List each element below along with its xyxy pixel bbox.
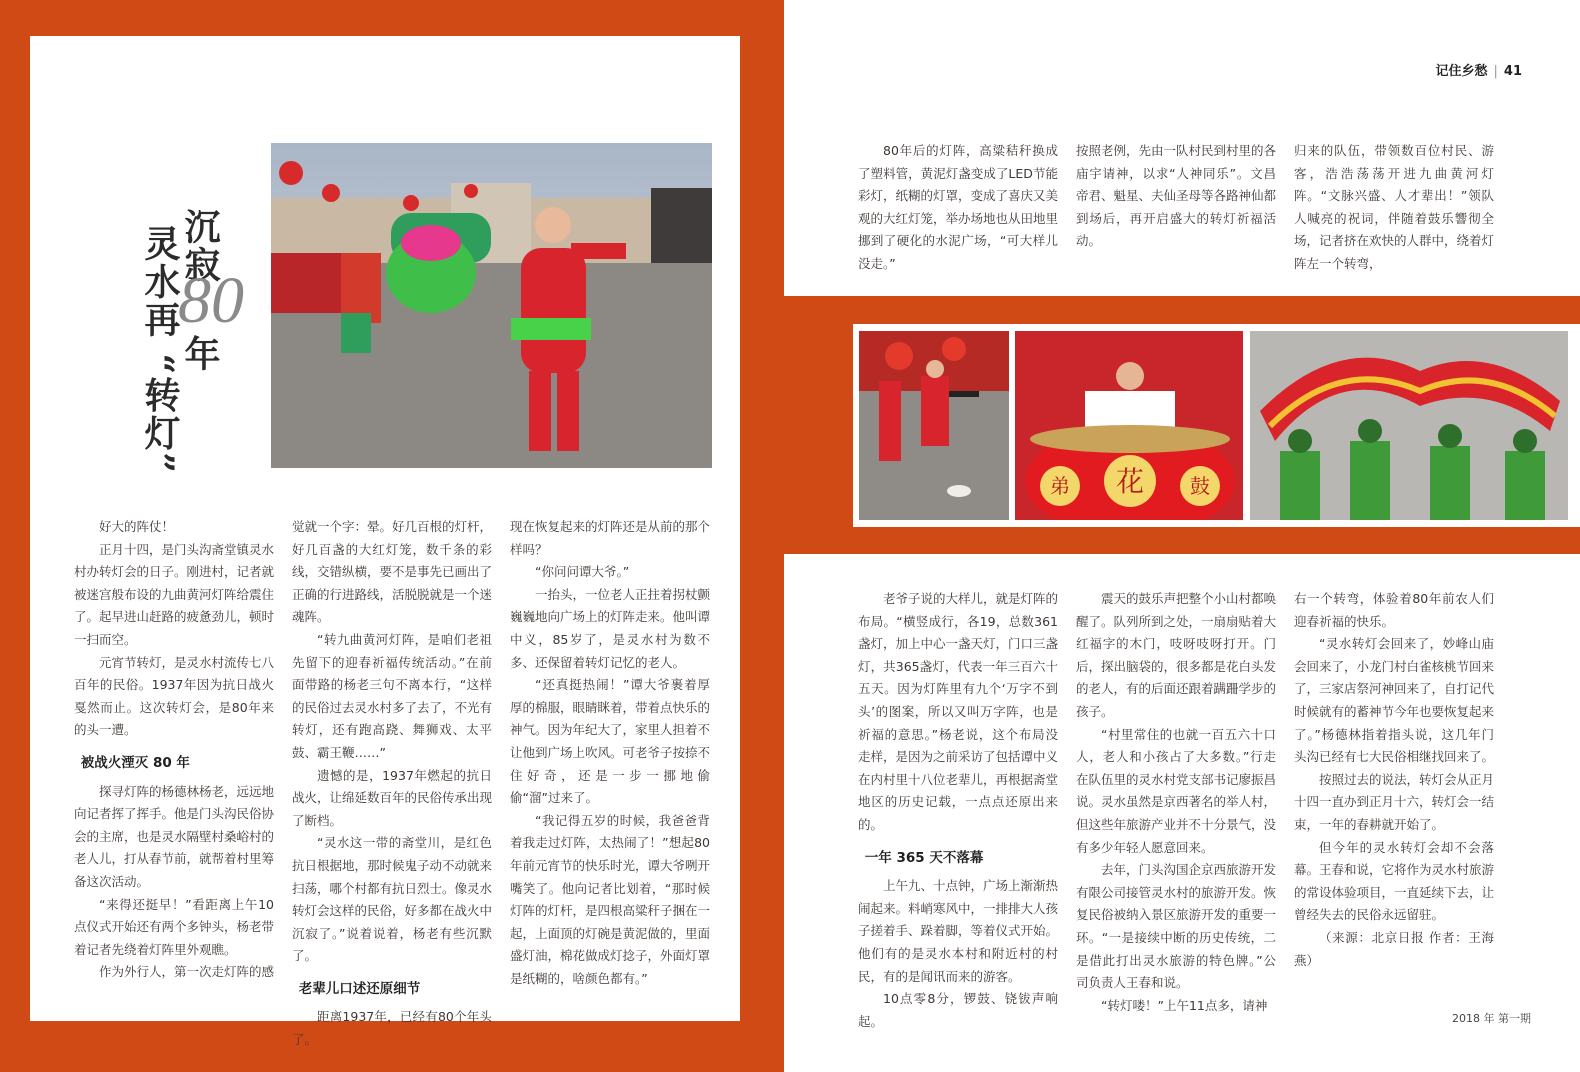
drum-image [1015, 331, 1243, 520]
paragraph: 右一个转弯，体验着80年前农人们迎春祈福的快乐。 [1294, 591, 1494, 629]
right-top-column-1 [858, 140, 1058, 276]
paragraph: 按照过去的说法，转灯会从正月十四一直办到正月十六，转灯会一结束，一年的春耕就开始了。 [1294, 771, 1495, 832]
paragraph: “转灯喽！”上午11点多，请神 [1101, 997, 1268, 1013]
title-year [180, 335, 220, 373]
dancer-photo [271, 143, 712, 468]
paragraph: 现在恢复起来的灯阵还是从前的那个样吗？ [510, 519, 711, 557]
paragraph: 元宵节转灯，是灵水村流传七八百年的民俗。1937年因为抗日战火戛然而止。这次转灯会，是80年来的头一遭。 [74, 654, 275, 738]
subheading: 一年 365 天不落幕 [864, 849, 984, 866]
paragraph: “我记得五岁的时候，我爸爸背着我走过灯阵，太热闹了！”想起80年前元宵节的快乐时光，谭大爷咧开嘴笑了。他向记者比划着，“那时候灯阵的灯杆，是四根高粱秆子捆在一起，上面顶的灯碗是黄泥做的，里面盛灯油，棉花做成灯捻子，外面灯罩是纸糊的，啥颜色都有。” [510, 812, 711, 986]
title-text-1: 沉寂 [179, 208, 221, 284]
title-number: 80 [178, 264, 244, 337]
paragraph: “村里常住的也就一百五六十口人，老人和小孩占了大多数。”行走在队伍里的灵水村党支部书记廖振昌说。灵水虽然是京西著名的举人村，但这些年旅游产业并不十分景气，没有多少年轻人愿意回来。 [1076, 726, 1277, 855]
paragraph: “转九曲黄河灯阵，是咱们老祖先留下的迎春祈福传统活动。”在前面带路的杨老三句不离本行，“这样的民俗过去灵水村多了去了，不光有转灯，还有跑高跷、舞狮戏、太平鼓、霸王鞭……” [292, 631, 493, 760]
left-column-2 [292, 516, 492, 1052]
right-top-column-2 [1076, 140, 1276, 253]
paragraph: 震天的鼓乐声把整个小山村都唤醒了。队列所到之处，一扇扇贴着大红福字的木门，吱呀吱呀打开。门后，探出脑袋的，很多都是花白头发的老人，有的后面还跟着蹒跚学步的孩子。 [1076, 591, 1277, 719]
dragon-dance-photo [1250, 331, 1568, 520]
paragraph: 但今年的灵水转灯会却不会落幕。王春和说，它将作为灵水村旅游的常设体验项目，一直延续下去，让曾经失去的民俗永远留驻。 [1294, 839, 1495, 923]
title-line-2 [140, 225, 180, 475]
left-column-3 [510, 516, 710, 990]
paragraph: 一抬头，一位老人正拄着拐杖颤巍巍地向广场上的灯阵走来。他叫谭中义，85岁了，是灵水村为数不多、还保留着转灯记忆的老人。 [510, 586, 711, 670]
paragraph: 作为外行人，第一次走灯阵的感 [99, 964, 275, 980]
page-footer: 2018 年 第一期 [1452, 1012, 1531, 1025]
section-title: 记住乡愁 [1435, 64, 1488, 79]
dancer-photo-image [271, 143, 712, 468]
page-number: 41 [1503, 64, 1522, 79]
paragraph: 觉就一个字：晕。好几百根的灯杆，好几百盏的大红灯笼，数千条的彩线，交错纵横，要不是事先已画出了正确的行进路线，活脱脱就是一个迷魂阵。 [292, 519, 493, 625]
drum-char-3: 鼓 [1190, 474, 1210, 498]
paragraph: 10点零8分，锣鼓、铙钹声响起。 [858, 991, 1058, 1029]
right-column-3 [1294, 588, 1494, 972]
paragraph: “还真挺热闹！”谭大爷裹着厚厚的棉服，眼睛眯着，带着点快乐的神气。因为年纪大了，家里人担着不让他到广场上吹风。可老爷子按捺不住好奇，还是一步一挪地偷偷“溜”过来了。 [510, 677, 711, 806]
source-credit: （来源：北京日报 作者：王海燕） [1294, 929, 1494, 968]
paragraph: 上午九、十点钟，广场上渐渐热闹起来。料峭寒风中，一排排大人孩子搓着手、跺着脚，等着仪式开始。他们有的是灵水本村和附近村的村民，有的是闻讯而来的游客。 [858, 878, 1059, 984]
paragraph: 探寻灯阵的杨德林杨老，远远地向记者挥了挥手。他是门头沟民俗协会的主席，也是灵水隔壁村桑峪村的老人儿，打从春节前，就帮着村里筹备这次活动。 [74, 783, 275, 889]
paragraph: 遗憾的是，1937年燃起的抗日战火，让绵延数百年的民俗传承出现了断档。 [292, 767, 493, 828]
drum-photo [1015, 331, 1243, 520]
subheading: 老辈儿口述还原细节 [298, 980, 421, 997]
paragraph: 80年后的灯阵，高粱秸秆换成了塑料管，黄泥灯盏变成了LED节能彩灯，纸糊的灯罩，变成了喜庆又美观的大红灯笼，举办场地也从田地里挪到了硬化的水泥广场，“可大样儿没走。” [858, 143, 1059, 271]
paragraph: 正月十四，是门头沟斋堂镇灵水村办转灯会的日子。刚进村，记者就被迷宫般布设的九曲黄河灯阵给震住了。起早进山赶路的疲惫劲儿，顿时一扫而空。 [74, 541, 275, 647]
paragraph: “灵水转灯会回来了，妙峰山庙会回来了，小龙门村白雀核桃节回来了，三家店祭河神回来了，自打记代时候就有的蓄神节今年也要恢复起来了。”杨德林指着指头说，这几年门头沟已经有七大民俗相继找回来了。 [1294, 636, 1495, 765]
page-header: 记住乡愁 | 41 [1435, 64, 1522, 79]
paragraph: 归来的队伍，带领数百位村民、游客，浩浩荡荡开进九曲黄河灯阵。“文脉兴盛、人才辈出！”领队人喊亮的祝词，伴随着鼓乐響彻全场，记者挤在欢快的人群中，绕着灯阵左一个转弯， [1294, 143, 1495, 271]
dragon-dance-image [1250, 331, 1568, 520]
paragraph: “来得还挺早！”看距离上午10点仪式开始还有两个多钟头，杨老带着记者先绕着灯阵里外观瞧。 [74, 896, 275, 957]
right-column-1 [858, 588, 1058, 1033]
paragraph: 距离1937年，已经有80个年头了。 [292, 1009, 492, 1048]
paragraph: “灵水这一带的斋堂川，是红色抗日根据地，那时候鬼子动不动就来扫荡，哪个村都有抗日烈士。像灵水转灯会这样的民俗，好多都在战火中沉寂了。”说着说着，杨老有些沉默了。 [292, 835, 493, 964]
paragraph: 去年，门头沟国企京西旅游开发有限公司接管灵水村的旅游开发。恢复民俗被纳入景区旅游开发的重要一环。“一是接续中断的历史传统，二是借此打出灵水旅游的特色牌。”公司负责人王春和说。 [1076, 862, 1277, 991]
top-spinning-image [859, 331, 1009, 520]
title-quote-word: “转灯” [139, 353, 181, 475]
paragraph: 按照老例，先由一队村民到村里的各庙宇请神，以求“人神同乐”。文昌帝君、魁星、夫仙圣母等各路神仙都到场后，再开启盛大的转灯祈福活动。 [1076, 143, 1277, 249]
drum-char-2: 花 [1115, 465, 1145, 498]
paragraph: 好大的阵仗！ [99, 519, 175, 534]
right-top-column-3 [1294, 140, 1494, 276]
title-text-2: 灵水再 [139, 225, 181, 339]
subheading: 被战火湮灭 80 年 [80, 754, 190, 771]
title-year-text: 年 [179, 335, 221, 373]
right-column-2 [1076, 588, 1276, 1017]
paragraph: “你问问谭大爷。” [535, 564, 630, 580]
top-spinning-photo [859, 331, 1009, 520]
drum-char-1: 弟 [1050, 474, 1070, 498]
left-column-1 [74, 516, 274, 984]
paragraph: 老爷子说的大样儿，就是灯阵的布局。“横竖成行，各19，总数361盏灯，加上中心一盏天灯，门口三盏灯，共365盏灯，代表一年三百六十五天。因为灯阵里有九个‘万字不到头’的图案，所以又叫万字阵，也是祈福的意思。”杨老说，这个布局没走样，是因为之前采访了包括谭中义在内村里十八位老辈儿，再根据斋堂地区的历史记载，一点点还原出来的。 [858, 591, 1059, 832]
